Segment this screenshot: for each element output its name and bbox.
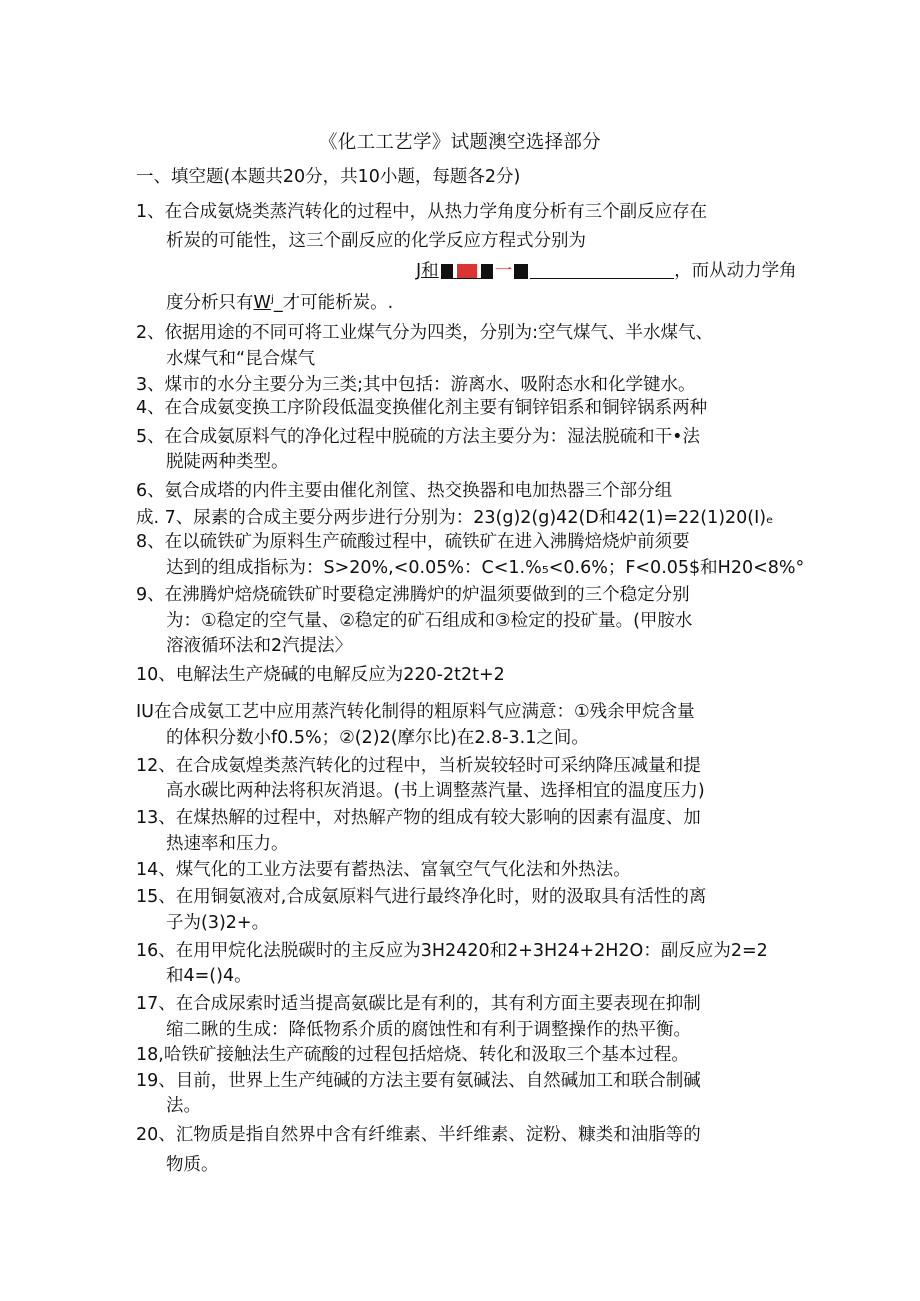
q12-line-2: 高水碳比两种法将积灰消退。(书上调整蒸汽量、选择相宜的温度压力): [166, 781, 705, 801]
q17-line-1: 17、在合成尿索时适当提高氨碳比是有利的，其有利方面主要表现在抑制: [136, 994, 701, 1014]
q15-line-2: 子为(3)2+。: [166, 913, 270, 933]
q2-line-1: 2、依据用途的不同可将工业煤气分为四类，分别为:空气煤气、半水煤气、: [136, 323, 714, 343]
redacted-mark: [514, 264, 528, 279]
redacted-mark: [441, 264, 493, 279]
section-heading: 一、填空题(本题共20分，共10小题，每题各2分): [136, 167, 521, 187]
q1-line-1: 1、在合成氨烧类蒸汽转化的过程中，从热力学角度分析有三个副反应存在: [136, 202, 708, 222]
q12-line-1: 12、在合成氨煌类蒸汽转化的过程中，当析炭较轻时可采纳降压减量和提: [136, 756, 701, 776]
q11-line-2: 的体积分数小f0.5%；②(2)2(摩尔比)在2.8-3.1之间。: [166, 728, 589, 748]
q1-answer-prefix: J和: [416, 261, 439, 281]
q1-line-2: 析炭的可能性，这三个副反应的化学反应方程式分别为: [166, 231, 586, 251]
q1-answer-w: W: [253, 293, 271, 313]
q17-line-2: 缩二瞅的生成：降低物系介质的腐蚀性和有利于调整操作的热平衡。: [166, 1020, 691, 1040]
q4-line: 4、在合成氨变换工序阶段低温变换催化剂主要有铜锌铝系和铜锌锅系两种: [136, 398, 708, 418]
q7-line: 成. 7、尿素的合成主要分两步进行分别为：23(g)2(g)42(D和42(1)=22(1)20(I)ₑ: [136, 508, 774, 528]
answer-blank-line: [530, 264, 674, 279]
q18-line: 18,哈铁矿接触法生产硫酸的过程包括焙烧、转化和汲取三个基本过程。: [136, 1045, 689, 1065]
q20-line-2: 物质。: [166, 1155, 219, 1175]
q14-line: 14、煤气化的工业方法要有蓄热法、富氧空气气化法和外热法。: [136, 860, 631, 880]
q11-line-1: IU在合成氨工艺中应用蒸汽转化制得的粗原料气应满意：①残余甲烷含量: [136, 702, 695, 722]
q20-line-1: 20、汇物质是指自然界中含有纤维素、半纤维素、淀粉、糠类和油脂等的: [136, 1125, 701, 1145]
q3-line: 3、煤市的水分主要分为三类;其中包括：游离水、吸附态水和化学键水。: [136, 375, 696, 395]
q8-line-2: 达到的组成指标为：S>20%,<0.05%：C<1.%₅<0.6%；F<0.05$和H20<8%°: [166, 558, 805, 578]
q1-line-3-tail: ，而从动力学角: [674, 261, 797, 281]
q16-line-2: 和4=()4。: [166, 966, 252, 986]
q15-line-1: 15、在用铜氨液对,合成氨原料气进行最终净化时，财的汲取具有活性的离: [136, 887, 707, 907]
q9-line-2: 为：①稳定的空气量、②稳定的矿石组成和③检定的投矿量。(甲胺水: [166, 611, 693, 631]
q2-line-2: 水煤气和“昆合煤气: [166, 349, 316, 369]
q1-blanks: [416, 258, 797, 284]
page-title: 《化工工艺学》试题澳空选择部分: [318, 132, 601, 153]
q19-line-1: 19、目前，世界上生产纯碱的方法主要有氨碱法、自然碱加工和联合制碱: [136, 1071, 701, 1091]
q16-line-1: 16、在用甲烷化法脱碳时的主反应为3H2420和2+3H24+2H2O：副反应为2=2: [136, 941, 768, 961]
q5-line-1: 5、在合成氨原料气的净化过程中脱硫的方法主要分为：湿法脱硫和干•法: [136, 427, 700, 447]
q19-line-2: 法。: [166, 1096, 201, 1116]
q5-line-2: 脱陡两种类型。: [166, 452, 289, 472]
q9-line-3: 溶液循环法和2汽提法〉: [166, 636, 353, 656]
q8-line-1: 8、在以硫铁矿为原料生产硫酸过程中，硫铁矿在进入沸腾焙烧炉前须要: [136, 532, 690, 552]
q13-line-2: 热速率和压力。: [166, 834, 289, 854]
q1-answer-mid: 一: [494, 261, 513, 281]
q1-line-4: 度分析只有Wʲ_才可能析炭。.: [166, 293, 394, 313]
q13-line-1: 13、在煤热解的过程中，对热解产物的组成有较大影响的因素有温度、加: [136, 808, 701, 828]
q6-line: 6、氨合成塔的内件主要由催化剂筐、热交换器和电加热器三个部分组: [136, 481, 673, 501]
q10-line: 10、电解法生产烧碱的电解反应为220-2t2t+2: [136, 665, 505, 685]
q9-line-1: 9、在沸腾炉焙烧硫铁矿时要稳定沸腾炉的炉温须要做到的三个稳定分别: [136, 585, 690, 605]
